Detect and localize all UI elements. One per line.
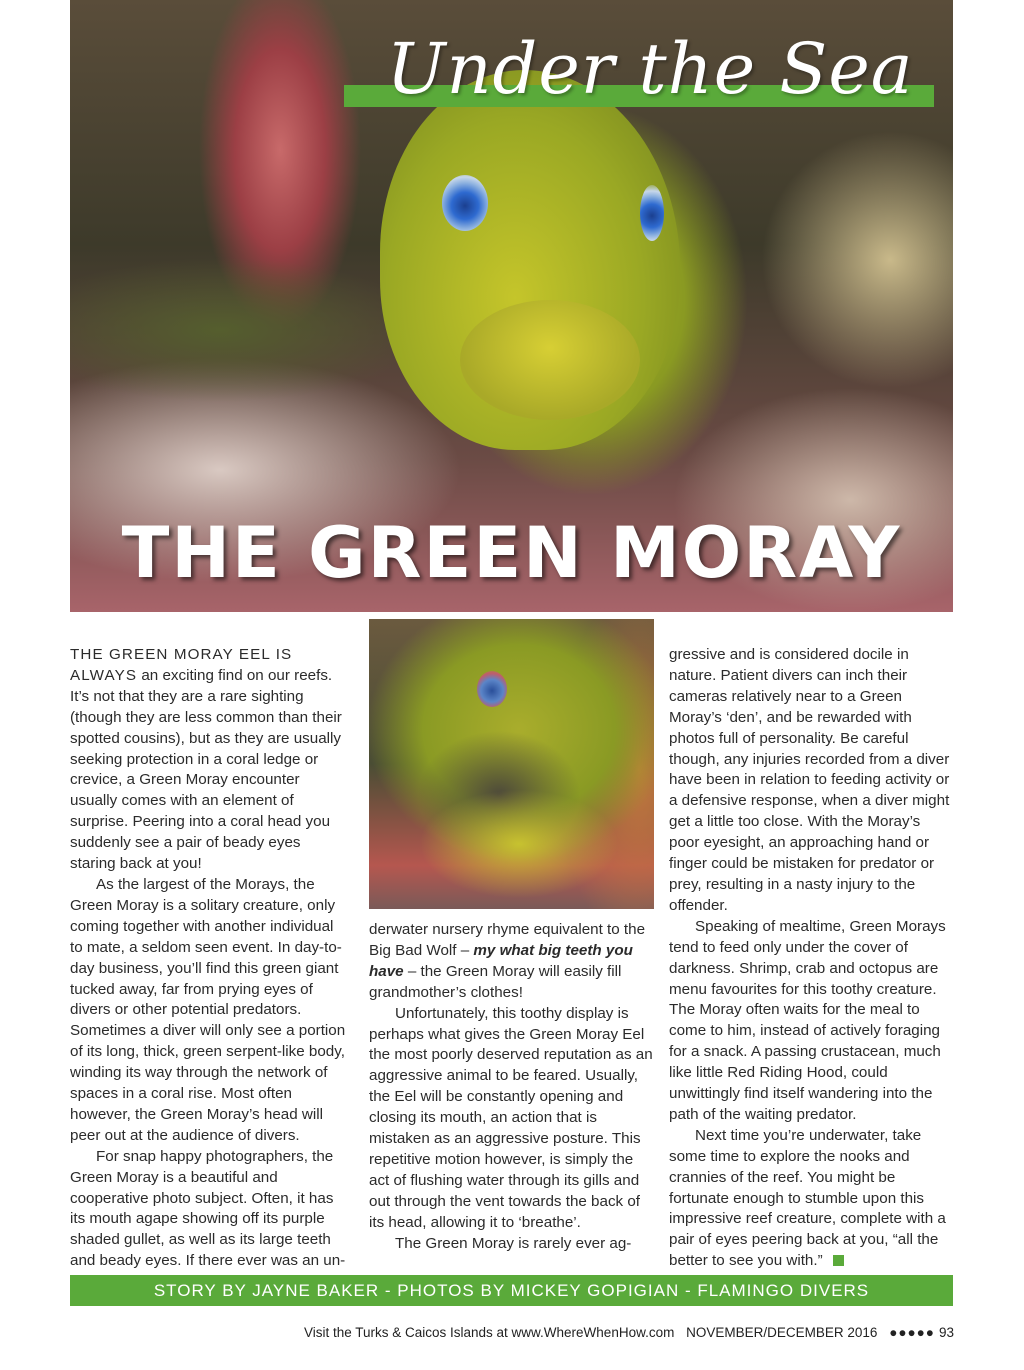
paragraph: For snap happy photographers, the Green Moray is a beautiful and cooperative photo subject. Often, it has its mouth agape showing off its purple shaded gullet, as well as its large teeth and beady eyes. If there ever was an un- [70,1147,346,1270]
paragraph-text: an exciting find on our reefs. It’s not that they are a rare sighting (though they are less common than their spotted cousins), but as they are usually seeking protection in a coral ledge or crevice, a Green Moray encounter usually comes with an element of surprise. Peering into a coral head you suddenly see a pair of beady eyes staring back at you! [70,666,342,873]
inset-photo [369,619,654,909]
article-column-2 [369,920,654,1255]
section-title: Under the Sea [386,28,914,110]
paragraph: As the largest of the Morays, the Green Moray is a solitary creature, only coming together with another individual to mate, a seldom seen event. In day-to-day business, you’ll find this green giant tucked away, far from prying eyes of divers or other potential predators. Sometimes a diver will only see a portion of its long, thick, green serpent-like body, winding its way through the network of spaces in a coral rise. Most often however, the Green Moray’s head will peer out at the audience of divers. [70,875,346,1144]
footer-text: Visit the Turks & Caicos Islands at www.WhereWhenHow.com [303,1325,675,1340]
paragraph: gressive and is considered docile in nature. Patient divers can inch their cameras relatively near to a Green Moray’s ‘den’, and be rewarded with photos full of personality. Be careful though, any injuries recorded from a diver have been in relation to feeding activity or a defensive response, when a diver might get a little too close. With the Moray’s poor eyesight, an approaching hand or finger could be mistaken for predator or prey, resulting in a nasty injury to the offender. [669,646,950,914]
paragraph: Unfortunately, this toothy display is perhaps what gives the Green Moray Eel the most poorly deserved reputation as an aggressive animal to be feared. Usually, the Eel will be constantly opening and closing its mouth, an action that is mistaken as an aggressive posture. This repetitive motion however, is simply the act of flushing water through its gills and out through the vent towards the back of its head, allowing it to ‘breathe’. [369,1004,653,1231]
paragraph [669,1126,954,1272]
inset-eel-eye [477,671,507,707]
article-column-3 [669,645,954,1272]
paragraph-text: derwater nursery rhyme equivalent to the Big Bad Wolf – [369,921,646,959]
eel-eye-right [640,185,664,241]
article-column-1 [70,645,350,1272]
paragraph [369,920,654,1004]
lead-in-caps: THE GREEN MORAY EEL IS ALWAYS [70,646,293,684]
eel-jaw-shape [460,300,640,420]
paragraph [70,645,350,875]
emphasis-text: my what big teeth you have [369,941,633,980]
issue-date: NOVEMBER/DECEMBER 2016 [686,1325,878,1340]
page-footer [304,1325,954,1340]
hero-photo [70,0,953,612]
article-title: THE GREEN MORAY [121,512,902,594]
paragraph-text: Next time you’re underwater, take some time to explore the nooks and crannies of the reef. You might be fortunate enough to stumble upon this impressive reef creature, complete with a pair of eyes peering back at you, “all the better to see you with.” [669,1126,946,1270]
paragraph: Speaking of mealtime, Green Morays tend to feed only under the cover of darkness. Shrimp, crab and octopus are menu favourites for this toothy creature. The Moray often waits for the meal to come to him, instead of actively foraging for a snack. A passing crustacean, much like little Red Riding Hood, could unwittingly find itself wandering into the path of the waiting predator. [669,917,946,1123]
page-number: 93 [938,1325,954,1340]
paragraph: The Green Moray is rarely ever ag- [395,1234,632,1252]
eel-eye-left [442,175,488,231]
footer-dots-icon: ●●●●● [889,1325,935,1340]
credits-bar: STORY BY JAYNE BAKER - PHOTOS BY MICKEY GOPIGIAN - FLAMINGO DIVERS [70,1275,953,1306]
end-mark-icon [833,1255,844,1266]
paragraph-text: – the Green Moray will easily fill grandmother’s clothes! [369,962,622,1001]
